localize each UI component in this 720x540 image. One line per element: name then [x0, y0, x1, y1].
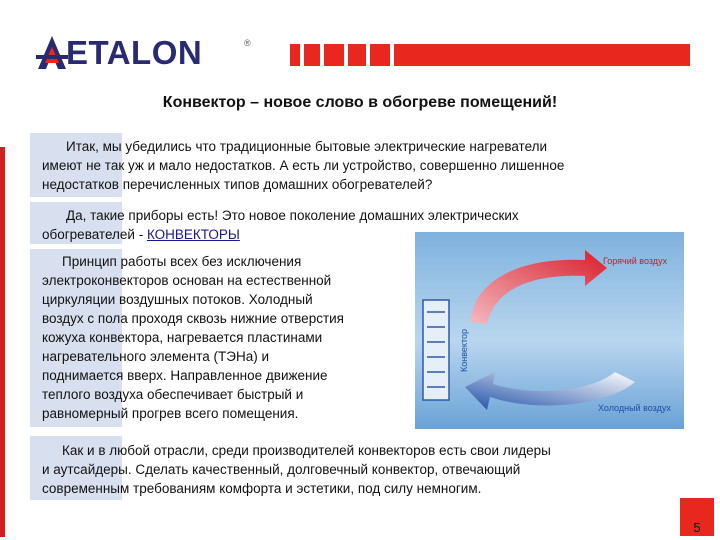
logo-wordmark: ETALON	[66, 34, 203, 71]
convectors-link[interactable]: КОНВЕКТОРЫ	[146, 227, 240, 242]
para1-line2: имеют не так уж и мало недостатков. А есть ли устройство, совершенно лишенное	[42, 158, 565, 173]
para1-line1: Итак, мы убедились что традиционные бытовые электрические нагреватели	[66, 139, 548, 154]
para3-line1: Принцип работы всех без исключения	[62, 254, 302, 269]
para3-line8: теплого воздуха обеспечивает быстрый и	[42, 387, 304, 402]
para3-line4: воздух с пола проходя сквозь нижние отверстия	[42, 311, 344, 326]
para3-line2: электроконвекторов основан на естественной	[42, 273, 332, 288]
page-title: Конвектор – новое слово в обогреве помещений!	[162, 94, 558, 111]
page-number: 5	[693, 519, 701, 535]
para2-line1: Да, такие приборы есть! Это новое поколение домашних электрических	[66, 208, 519, 223]
convector-device-icon	[423, 300, 449, 400]
left-accent-rule	[0, 147, 5, 537]
logo-registered-mark: ®	[244, 38, 251, 48]
para2-line2-prefix: обогревателей -	[42, 227, 147, 242]
para3-line9: равномерный прогрев всего помещения.	[42, 406, 299, 421]
convection-diagram	[415, 232, 684, 429]
hot-air-label: Горячий воздух	[603, 256, 668, 266]
cold-air-label: Холодный воздух	[598, 403, 671, 413]
para4-line1: Как и в любой отрасли, среди производителей конвекторов есть свои лидеры	[62, 443, 551, 458]
paragraph-intro	[42, 137, 564, 194]
para4-line2: и аутсайдеры. Сделать качественный, долговечный конвектор, отвечающий	[42, 462, 521, 477]
para3-line3: циркуляции воздушных потоков. Холодный	[42, 292, 313, 307]
device-label: Конвектор	[459, 329, 469, 372]
para3-line5: кожуха конвектора, нагревается пластинами	[42, 330, 323, 345]
para4-line3: современным требованиям комфорта и эстетики, под силу немногим.	[42, 481, 482, 496]
para3-line7: поднимается вверх. Направленное движение	[42, 368, 328, 383]
page-number-badge	[680, 498, 714, 536]
para3-line6: нагревательного элемента (ТЭНа) и	[42, 349, 269, 364]
paragraph-leaders	[42, 441, 551, 498]
paragraph-principle	[42, 252, 344, 423]
para1-line3: недостатков перечисленных типов домашних обогревателей?	[42, 177, 433, 192]
